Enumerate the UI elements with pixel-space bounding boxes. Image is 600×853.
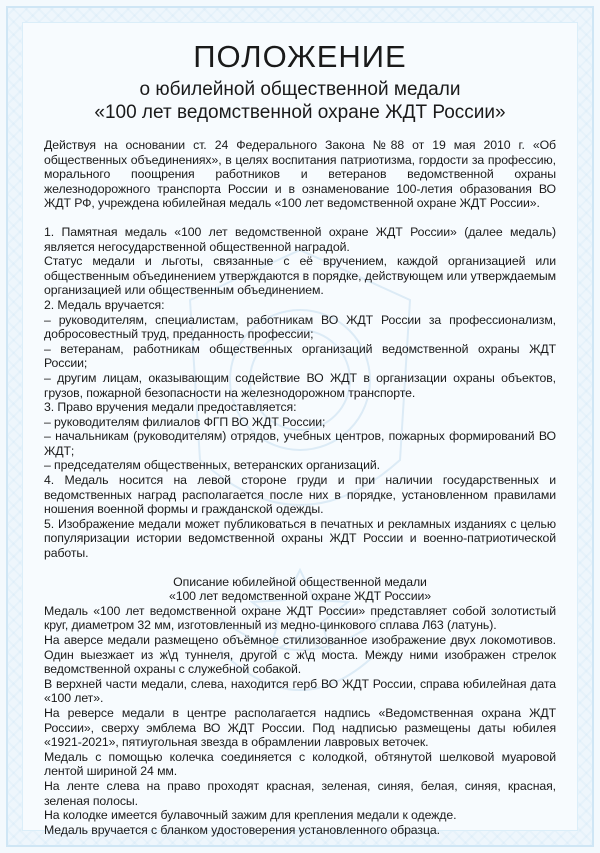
regulation-item: 1. Памятная медаль «100 лет ведомственной охране ЖДТ России» (далее медаль) является негосударственной общественной наградой. <box>44 224 556 254</box>
document-content <box>44 30 556 837</box>
document-subtitle-line1: о юбилейной общественной медали <box>139 79 461 100</box>
description-paragraph: На колодке имеется булавочный зажим для крепления медали к одежде. <box>44 808 457 823</box>
description-paragraph: На аверсе медали размещено объёмное стилизованное изображение двух локомотивов. Один выезжает из ж\д туннеля, другой с ж\д моста. Между ними изображен стрелок ведомственной охраны с служебной собакой. <box>44 633 556 677</box>
regulation-item: 4. Медаль носится на левой стороне груди и при наличии государственных и ведомственных наград располагается после них в порядке, установленном правилами ношения военной формы и гражданской одежды. <box>44 473 556 517</box>
regulation-item: – руководителям, специалистам, работникам ВО ЖДТ России за профессионализм, добросовестный труд, преданность профессии; <box>44 312 556 342</box>
document-subtitle-line2: «100 лет ведомственной охране ЖДТ России» <box>94 102 506 123</box>
regulation-item: 3. Право вручения медали предоставляется: <box>44 400 297 415</box>
regulation-item: – руководителям филиалов ФГП ВО ЖДТ России; <box>44 414 326 429</box>
description-heading-line2: «100 лет ведомственной охране ЖДТ России» <box>168 589 432 604</box>
description-paragraph: На ленте слева на право проходят красная, зеленая, синяя, белая, синяя, красная, зеленая полосы. <box>44 778 556 808</box>
description-paragraph: Медаль вручается с бланком удостоверения установленного образца. <box>44 822 440 837</box>
regulation-item: 5. Изображение медали может публиковаться в печатных и рекламных изданиях с целью популяризации истории ведомственной охраны ЖДТ России и военно-патриотической работы. <box>44 516 556 561</box>
intro-paragraph: Действуя на основании ст. 24 Федерального Закона №88 от 19 мая 2010 г. «Об общественных объединениях», в целях воспитания патриотизма, гордости за профессию, морального поощрения работников и ветеранов ведомственной охраны железнодорожного транспорта России и в ознаменование 100-летия образования ВО ЖДТ РФ, учреждена юбилейная медаль «100 лет ведомственной охране ЖДТ России». <box>44 138 556 211</box>
regulation-item: Статус медали и льготы, связанные с её вручением, каждой организацией или общественным объединением утверждаются в порядке, действующем или утверждаемым организацией или общественным объединением. <box>44 254 556 298</box>
document-body <box>44 138 556 837</box>
regulation-item: – председателям общественных, ветеранских организаций. <box>44 458 380 473</box>
description-paragraph: Медаль с помощью колечка соединяется с колодкой, обтянутой шелковой муаровой лентой шириной 24 мм. <box>44 749 556 779</box>
regulation-item: – другим лицам, оказывающим содействие ВО ЖДТ в организации охраны объектов, грузов, пожарной безопасности на железнодорожном транспорте. <box>44 370 556 400</box>
paragraph-spacer <box>44 211 556 225</box>
regulation-item: 2. Медаль вручается: <box>44 297 165 312</box>
document-title: ПОЛОЖЕНИЕ <box>193 39 407 74</box>
description-heading-line1: Описание юбилейной общественной медали <box>173 574 427 589</box>
regulation-item: – ветеранам, работникам общественных организаций ведомственной охраны ЖДТ России; <box>44 341 556 371</box>
description-paragraph: В верхней части медали, слева, находится герб ВО ЖДТ России, справа юбилейная дата «100 лет». <box>44 676 556 706</box>
description-paragraph: Медаль «100 лет ведомственной охране ЖДТ России» представляет собой золотистый круг, диаметром 32 мм, изготовленный из медно-цинкового сплава Л63 (латунь). <box>44 603 556 633</box>
description-paragraph: На реверсе медали в центре располагается надпись «Ведомственная охрана ЖДТ России», сверху эмблема ВО ЖДТ России. Под надписью размещены даты юбилея «1921-2021», пятиугольная звезда в обрамлении лавровых веточек. <box>44 705 556 750</box>
regulation-item: – начальникам (руководителям) отрядов, учебных центров, пожарных формирований ВО ЖДТ; <box>44 429 556 458</box>
